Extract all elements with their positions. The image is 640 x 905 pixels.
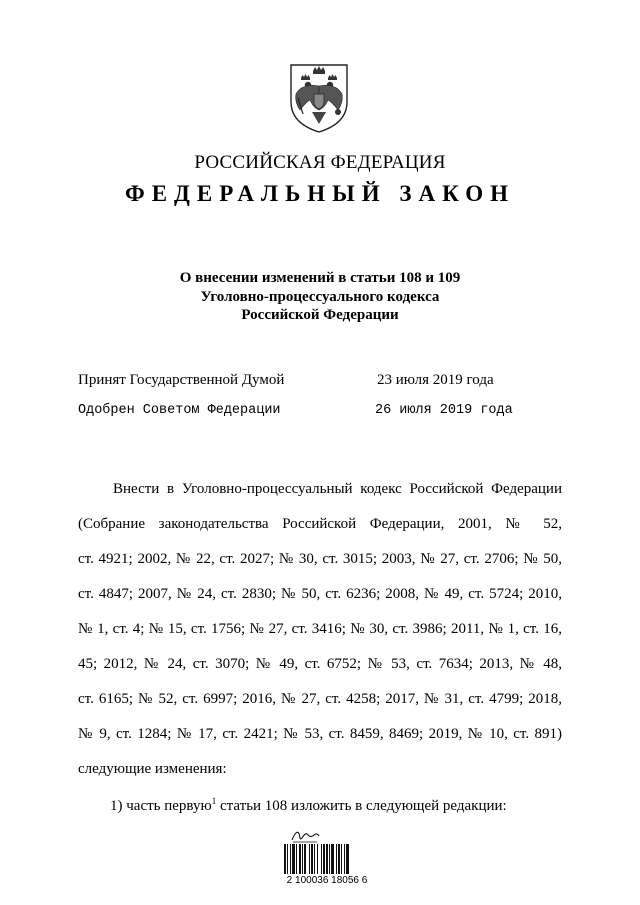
- barcode-bar: [296, 844, 297, 874]
- barcode-bar: [292, 844, 295, 874]
- barcode-bar: [290, 844, 291, 874]
- coat-of-arms-emblem: [288, 62, 350, 134]
- barcode: [283, 844, 367, 874]
- amendment-item-1: [110, 796, 562, 815]
- body-line-5: № 1, ст. 4; № 15, ст. 1756; № 27, ст. 3416; № 30, ст. 3986; 2011, № 1, ст. 16,: [78, 621, 562, 637]
- law-title-line-2: Уголовно-процессуального кодекса: [200, 289, 440, 305]
- barcode-bar: [302, 844, 303, 874]
- amendment-item-1-suffix: статьи 108 изложить в следующей редакции:: [216, 798, 507, 814]
- barcode-bar: [338, 844, 340, 874]
- body-line-6: 45; 2012, № 24, ст. 3070; № 49, ст. 6752; № 53, ст. 7634; 2013, № 48,: [78, 656, 562, 672]
- body-line-7: ст. 6165; № 52, ст. 6997; 2016, № 27, ст. 4258; 2017, № 31, ст. 4799; 2018,: [78, 691, 562, 707]
- barcode-bar: [314, 844, 315, 874]
- council-approval-date: 26 июля 2019 года: [375, 403, 513, 418]
- council-approval-label: Одобрен Советом Федерации: [78, 403, 281, 418]
- body-line-1: Внести в Уголовно-процессуальный кодекс Российской Федерации: [113, 481, 562, 497]
- body-last-line: следующие изменения:: [78, 761, 227, 777]
- barcode-bar: [336, 844, 337, 874]
- russian-coat-of-arms-icon: [288, 62, 350, 134]
- barcode-bar: [317, 844, 318, 874]
- barcode-icon: [283, 844, 367, 874]
- barcode-bar: [344, 844, 345, 874]
- barcode-bar: [304, 844, 306, 874]
- amendment-item-1-prefix: 1) часть первую: [110, 798, 212, 814]
- country-heading: РОССИЙСКАЯ ФЕДЕРАЦИЯ: [194, 152, 446, 173]
- document-type-heading: ФЕДЕРАЛЬНЫЙ ЗАКОН: [124, 181, 516, 206]
- footnote-marker: 1: [211, 796, 217, 806]
- barcode-bar: [311, 844, 313, 874]
- barcode-bar: [341, 844, 342, 874]
- barcode-bar: [326, 844, 328, 874]
- duma-adoption-label: Принят Государственной Думой: [78, 372, 285, 388]
- law-title-line-1: О внесении изменений в статьи 108 и 109: [179, 270, 461, 286]
- barcode-bar: [329, 844, 330, 874]
- barcode-bar: [309, 844, 310, 874]
- barcode-bar: [323, 844, 325, 874]
- body-line-4: ст. 4847; 2007, № 24, ст. 2830; № 50, ст. 6236; 2008, № 49, ст. 5724; 2010,: [78, 586, 562, 602]
- handwritten-mark: [290, 826, 320, 844]
- body-line-8: № 9, ст. 1284; № 17, ст. 2421; № 53, ст. 8459, 8469; 2019, № 10, ст. 891): [78, 726, 562, 742]
- body-line-3: ст. 4921; 2002, № 22, ст. 2027; № 30, ст. 3015; 2003, № 27, ст. 2706; № 50,: [78, 551, 562, 567]
- barcode-bar: [346, 844, 349, 874]
- barcode-bar: [299, 844, 301, 874]
- law-title-line-3: Российской Федерации: [241, 307, 399, 323]
- barcode-bar: [284, 844, 286, 874]
- barcode-number: 2 100036 18056 6: [286, 875, 368, 886]
- body-line-2: (Собрание законодательства Российской Федерации, 2001, № 52,: [78, 516, 562, 532]
- barcode-bar: [321, 844, 322, 874]
- barcode-bar: [331, 844, 334, 874]
- duma-adoption-date: 23 июля 2019 года: [377, 372, 494, 388]
- barcode-bar: [287, 844, 288, 874]
